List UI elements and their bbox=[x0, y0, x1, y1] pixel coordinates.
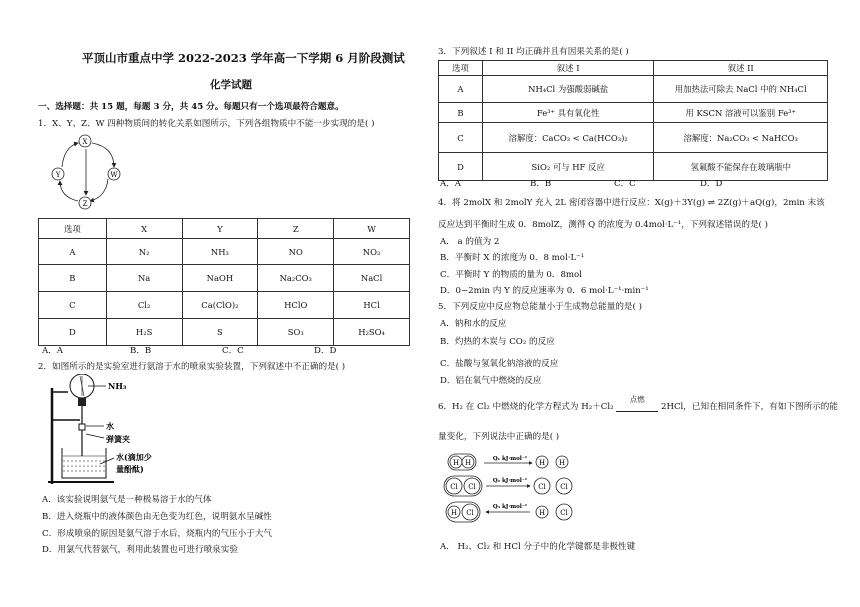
cell: A bbox=[39, 239, 107, 265]
cell: NO₂ bbox=[334, 239, 410, 265]
q3-table bbox=[438, 60, 828, 181]
cell: B bbox=[39, 265, 107, 292]
atom-h: H bbox=[558, 459, 566, 467]
q3-option-a: A．A bbox=[440, 179, 462, 189]
table-row bbox=[39, 292, 410, 319]
table-row bbox=[39, 319, 410, 346]
table-row bbox=[439, 103, 828, 123]
q3-header: 叙述 I bbox=[482, 61, 654, 76]
q2-option-c: C．形成喷泉的原因是氨气溶于水后，烧瓶内的气压小于大气 bbox=[42, 529, 273, 539]
q1-header: W bbox=[334, 219, 410, 239]
atom-h: H bbox=[464, 459, 472, 467]
node-w-label: W bbox=[110, 171, 118, 179]
atom-h: H bbox=[450, 509, 458, 517]
atom-cl: Cl bbox=[538, 483, 546, 491]
table-row bbox=[39, 239, 410, 265]
q6-equation-left: 6．H₂ 在 Cl₂ 中燃烧的化学方程式为 H₂＋Cl₂ bbox=[438, 402, 614, 412]
cell: C bbox=[439, 123, 483, 153]
q1-table bbox=[38, 218, 410, 346]
cell: B bbox=[439, 103, 483, 123]
section-heading: 一、选择题：共 15 题，每题 3 分，共 45 分。每题只有一个选项最符合题意。 bbox=[38, 102, 344, 112]
q5-option-a: A．钠和水的反应 bbox=[440, 319, 507, 329]
node-y-label: Y bbox=[55, 171, 61, 179]
table-row bbox=[39, 265, 410, 292]
atom-cl: Cl bbox=[468, 483, 476, 491]
q4-option-d: D．0~2min 内 Y 的反应速率为 0．6 mol·L⁻¹·min⁻¹ bbox=[440, 286, 649, 296]
q2-option-d: D．用氯气代替氨气，利用此装置也可进行喷泉实验 bbox=[42, 545, 238, 555]
cell: Fe³⁺ 具有氧化性 bbox=[482, 103, 654, 123]
cell: S bbox=[182, 319, 258, 346]
atom-h: H bbox=[538, 459, 546, 467]
atom-cl: Cl bbox=[450, 483, 458, 491]
node-z-label: Z bbox=[82, 200, 88, 208]
q6-reaction-arrow bbox=[616, 395, 658, 412]
q1-option-d: D．D bbox=[314, 346, 337, 356]
energy-label-q1: Q₁ kJ·mol⁻¹ bbox=[492, 456, 528, 462]
table-row bbox=[439, 76, 828, 103]
atom-cl: Cl bbox=[466, 509, 474, 517]
q1-option-c: C．C bbox=[222, 346, 244, 356]
q4-stem-line1: 4．将 2molX 和 2molY 充入 2L 密闭容器中进行反应：X(g)＋3Y(g) ⇌ 2Z(g)＋aQ(g)，2min 末该 bbox=[438, 198, 825, 208]
q3-option-c: C．C bbox=[614, 179, 636, 189]
cell: 用加热法可除去 NaCl 中的 NH₄Cl bbox=[654, 76, 828, 103]
exam-title: 平顶山市重点中学 2022-2023 学年高一下学期 6 月阶段测试 bbox=[82, 51, 405, 65]
q4-stem-line2: 反应达到平衡时生成 0．8molZ，测得 Q 的浓度为 0.4mol·L⁻¹，下列叙述错误的是( ) bbox=[438, 220, 768, 230]
atom-cl: Cl bbox=[560, 509, 568, 517]
q5-option-d: D．铝在氧气中燃烧的反应 bbox=[440, 376, 542, 386]
cell: 氢氟酸不能保存在玻璃瓶中 bbox=[654, 153, 828, 181]
atom-cl: Cl bbox=[560, 483, 568, 491]
cell: NO bbox=[258, 239, 334, 265]
cell: Cl₂ bbox=[106, 292, 182, 319]
node-x-label: X bbox=[82, 138, 88, 146]
q3-option-d: D．D bbox=[700, 179, 723, 189]
energy-label-q3: Q₃ kJ·mol⁻¹ bbox=[492, 504, 528, 510]
q3-header: 叙述 II bbox=[654, 61, 828, 76]
q5-option-c: C．盐酸与氢氧化钠溶液的反应 bbox=[440, 359, 559, 369]
q1-stem: 1．X、Y、Z、W 四种物质间的转化关系如图所示，下列各组物质中不能一步实现的是( ) bbox=[38, 119, 375, 129]
cell: Na bbox=[106, 265, 182, 292]
cell: D bbox=[439, 153, 483, 181]
q1-cycle-diagram bbox=[48, 133, 128, 213]
q6-option-a: A． H₂、Cl₂ 和 HCl 分子中的化学键都是非极性键 bbox=[440, 542, 636, 552]
q1-option-a: A．A bbox=[42, 346, 64, 356]
cell: NaOH bbox=[182, 265, 258, 292]
label-beaker-line1: 水(滴加少 bbox=[116, 452, 152, 462]
label-nh3: NH₃ bbox=[108, 381, 127, 391]
q4-option-c: C．平衡时 Y 的物质的量为 0．8mol bbox=[440, 270, 582, 280]
cell: Na₂CO₃ bbox=[258, 265, 334, 292]
q5-stem: 5．下列反应中反应物总能量小于生成物总能量的是( ) bbox=[438, 302, 642, 312]
q6-condition: 点燃 bbox=[629, 395, 645, 404]
q6-equation-right: 2HCl，已知在相同条件下，有如下图所示的能 bbox=[661, 402, 838, 412]
cell: 溶解度：Na₂CO₃ < NaHCO₃ bbox=[654, 123, 828, 153]
cell: N₂ bbox=[106, 239, 182, 265]
cell: 用 KSCN 溶液可以鉴别 Fe³⁺ bbox=[654, 103, 828, 123]
q2-option-b: B．进入烧瓶中的液体颜色由无色变为红色，说明氨水呈碱性 bbox=[42, 512, 272, 522]
q6-energy-diagram bbox=[440, 450, 580, 530]
cell: A bbox=[439, 76, 483, 103]
q3-option-b: B．B bbox=[530, 179, 552, 189]
q5-option-b: B．灼热的木炭与 CO₂ 的反应 bbox=[440, 337, 555, 347]
label-beaker-line2: 量酚酞) bbox=[116, 464, 144, 474]
cell: H₂S bbox=[106, 319, 182, 346]
q4-option-a: A． a 的值为 2 bbox=[440, 237, 500, 247]
q1-header: Z bbox=[258, 219, 334, 239]
energy-label-q2: Q₂ kJ·mol⁻¹ bbox=[492, 478, 528, 484]
q2-option-a: A．该实验说明氨气是一种极易溶于水的气体 bbox=[42, 495, 212, 505]
left-column bbox=[38, 0, 410, 607]
cell: 溶解度：CaCO₃ < Ca(HCO₃)₂ bbox=[482, 123, 654, 153]
q2-stem: 2．如图所示的是实验室进行氨溶于水的喷泉实验装置，下列叙述中不正确的是( ) bbox=[38, 362, 346, 372]
cell: C bbox=[39, 292, 107, 319]
q4-option-b: B．平衡时 X 的浓度为 0．8 mol·L⁻¹ bbox=[440, 253, 585, 263]
q2-fountain-apparatus bbox=[44, 374, 194, 486]
cell: SO₃ bbox=[258, 319, 334, 346]
q1-option-b: B．B bbox=[130, 346, 152, 356]
cell: HCl bbox=[334, 292, 410, 319]
q3-header: 选项 bbox=[439, 61, 483, 76]
label-water: 水 bbox=[106, 421, 114, 431]
atom-h: H bbox=[538, 509, 546, 517]
q1-header: 选项 bbox=[39, 219, 107, 239]
cell: SiO₂ 可与 HF 反应 bbox=[482, 153, 654, 181]
q6-stem-line1 bbox=[438, 395, 838, 412]
q3-stem: 3．下列叙述 I 和 II 均正确并且有因果关系的是( ) bbox=[438, 47, 629, 57]
cell: NH₄Cl 为强酸弱碱盐 bbox=[482, 76, 654, 103]
cell: HClO bbox=[258, 292, 334, 319]
q1-header: Y bbox=[182, 219, 258, 239]
cell: H₂SO₄ bbox=[334, 319, 410, 346]
right-column bbox=[438, 0, 838, 607]
table-row bbox=[439, 123, 828, 153]
cell: NaCl bbox=[334, 265, 410, 292]
cell: Ca(ClO)₂ bbox=[182, 292, 258, 319]
atom-h: H bbox=[452, 459, 460, 467]
label-clamp: 弹簧夹 bbox=[106, 434, 130, 444]
cell: D bbox=[39, 319, 107, 346]
q1-header: X bbox=[106, 219, 182, 239]
exam-subtitle: 化学试题 bbox=[210, 79, 252, 91]
cell: NH₃ bbox=[182, 239, 258, 265]
q6-stem-line2: 量变化，下列说法中正确的是( ) bbox=[438, 432, 560, 442]
